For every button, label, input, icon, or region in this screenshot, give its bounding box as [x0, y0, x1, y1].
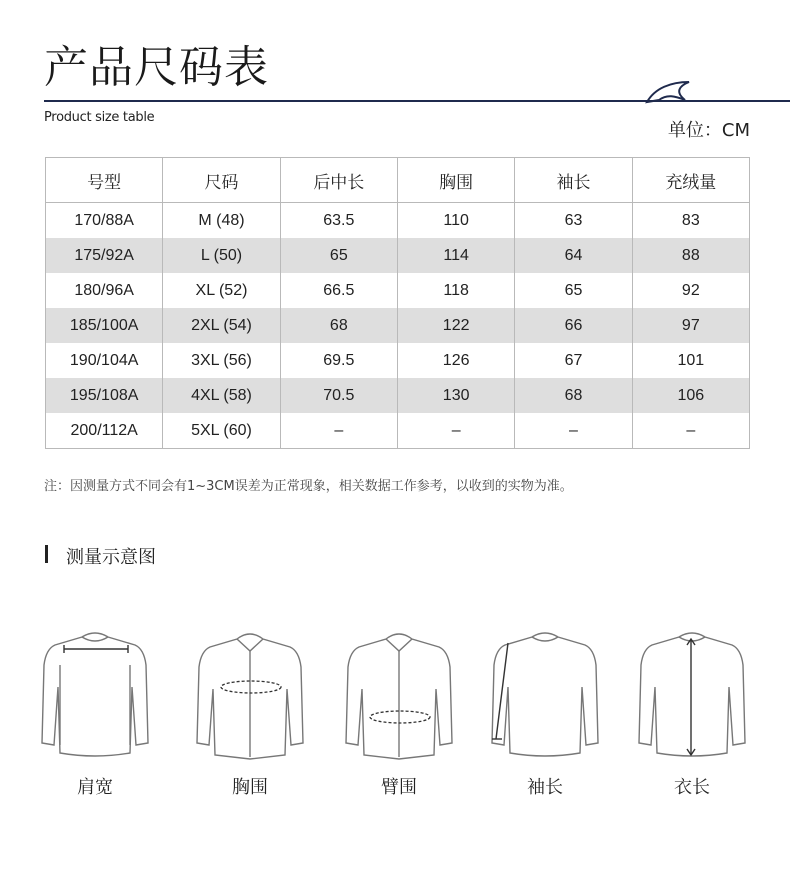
- table-cell: 114: [397, 238, 514, 273]
- section-marker: [45, 545, 48, 563]
- size-table: [45, 157, 750, 449]
- table-cell: 64: [515, 238, 632, 273]
- shirt-back-length-icon: [637, 625, 747, 765]
- shirt-front-waist-icon: [344, 625, 454, 765]
- table-cell: 70.5: [280, 378, 397, 413]
- column-header: 充绒量: [632, 158, 749, 203]
- table-cell: 101: [632, 343, 749, 378]
- table-row: [46, 203, 750, 239]
- unit-label: 单位：CM: [667, 120, 750, 141]
- shirt-back-sleeve-icon: [490, 625, 600, 765]
- table-cell: 130: [397, 378, 514, 413]
- table-cell: 110: [397, 203, 514, 239]
- table-cell: 65: [280, 238, 397, 273]
- figure-label-chest: 胸围: [232, 777, 268, 798]
- table-cell: 68: [515, 378, 632, 413]
- table-cell: –: [632, 413, 749, 449]
- table-header-row: [46, 158, 750, 203]
- table-cell: 83: [632, 203, 749, 239]
- table-cell: 190/104A: [46, 343, 163, 378]
- table-cell: 66: [515, 308, 632, 343]
- table-cell: 63.5: [280, 203, 397, 239]
- table-row: [46, 343, 750, 378]
- table-cell: 200/112A: [46, 413, 163, 449]
- disclaimer-note: 注：因测量方式不同会有1~3CM误差为正常现象，相关数据工作参考，以收到的实物为准。: [44, 479, 573, 494]
- column-header: 号型: [46, 158, 163, 203]
- figure-label-sleeve: 袖长: [527, 777, 563, 798]
- table-cell: 180/96A: [46, 273, 163, 308]
- table-cell: 118: [397, 273, 514, 308]
- table-cell: 175/92A: [46, 238, 163, 273]
- table-cell: –: [397, 413, 514, 449]
- figure-label-length: 衣长: [674, 777, 710, 798]
- table-row: [46, 238, 750, 273]
- table-cell: 63: [515, 203, 632, 239]
- table-cell: XL (52): [163, 273, 280, 308]
- table-cell: 4XL (58): [163, 378, 280, 413]
- table-cell: 68: [280, 308, 397, 343]
- table-row: [46, 413, 750, 449]
- column-header: 胸围: [397, 158, 514, 203]
- table-cell: 97: [632, 308, 749, 343]
- table-cell: 2XL (54): [163, 308, 280, 343]
- column-header: 袖长: [515, 158, 632, 203]
- page-subtitle: Product size table: [44, 110, 155, 125]
- table-cell: 106: [632, 378, 749, 413]
- table-cell: M (48): [163, 203, 280, 239]
- table-cell: –: [515, 413, 632, 449]
- table-cell: 67: [515, 343, 632, 378]
- table-cell: 185/100A: [46, 308, 163, 343]
- column-header: 尺码: [163, 158, 280, 203]
- table-cell: 5XL (60): [163, 413, 280, 449]
- table-row: [46, 273, 750, 308]
- table-cell: –: [280, 413, 397, 449]
- section-title: 测量示意图: [66, 547, 156, 568]
- shirt-back-shoulder-icon: [40, 625, 150, 765]
- figure-label-shoulder: 肩宽: [77, 777, 113, 798]
- table-row: [46, 378, 750, 413]
- page-title: 产品尺码表: [44, 42, 269, 93]
- table-cell: 170/88A: [46, 203, 163, 239]
- figure-label-arm: 臂围: [381, 777, 417, 798]
- table-cell: 69.5: [280, 343, 397, 378]
- brand-swoosh-icon: [645, 78, 693, 104]
- table-cell: 66.5: [280, 273, 397, 308]
- column-header: 后中长: [280, 158, 397, 203]
- table-cell: 92: [632, 273, 749, 308]
- table-cell: 195/108A: [46, 378, 163, 413]
- table-cell: 65: [515, 273, 632, 308]
- table-cell: 126: [397, 343, 514, 378]
- table-cell: 88: [632, 238, 749, 273]
- shirt-front-chest-icon: [195, 625, 305, 765]
- table-cell: 3XL (56): [163, 343, 280, 378]
- table-cell: L (50): [163, 238, 280, 273]
- table-row: [46, 308, 750, 343]
- table-cell: 122: [397, 308, 514, 343]
